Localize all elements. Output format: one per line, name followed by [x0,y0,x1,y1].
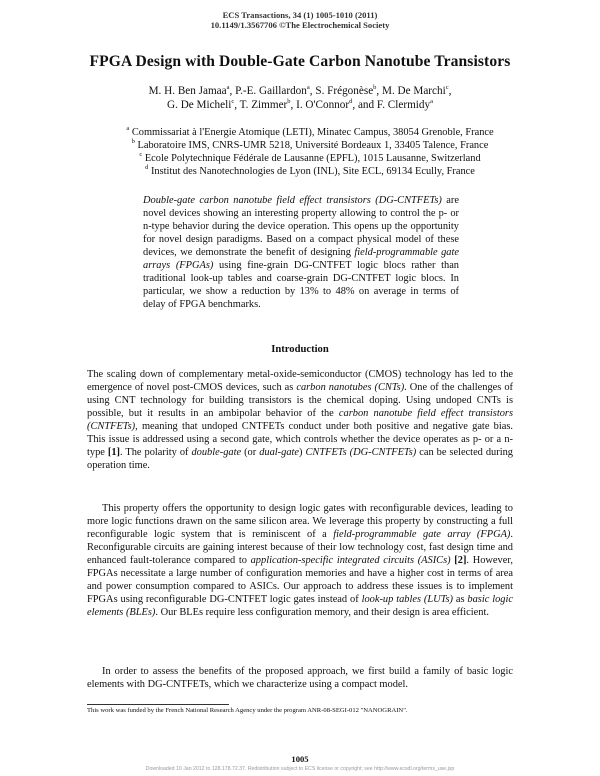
text: The scaling down of complementary metal-oxide-semiconductor (CMOS) technology has led to the emergence of novel post-CMOS devices, such as [87,369,513,394]
text: can be selected during operation time. [87,447,513,472]
author: M. De Marchi [382,85,446,97]
text: ) [299,447,306,459]
separator: , [234,99,240,111]
author: P.-E. Gaillardon [235,85,307,97]
separator: , and [352,99,377,111]
separator: , [229,85,236,97]
citation: [1] [107,447,120,459]
paper-title: FPGA Design with Double-Gate Carbon Nanotube Transistors [89,53,511,70]
footnote-rule [87,704,229,705]
author-line-2 [0,98,600,112]
abstract-term: Double-gate carbon nanotube field effect transistors (DG-CNTFETs) [143,195,442,206]
separator: , [290,99,297,111]
abstract [143,194,459,311]
author: I. O'Connor [296,99,350,111]
author-mark: c [445,84,449,92]
text: This property offers the opportunity to design logic gates with reconfigurable devices, leading to more logic functions drawn on the same silicon area. We leverage this property by constructing a full reconfigurable logic system that is reminiscent of a [87,503,513,541]
author: S. Frégonèse [315,85,374,97]
section-heading: Introduction [271,344,329,355]
affiliation-text: Ecole Polytechnique Fédérale de Lausanne (EPFL), 1015 Lausanne, Switzerland [144,153,481,164]
term: CNTFETs (DG-CNTFETs) [305,447,417,459]
author: M. H. Ben Jamaa [148,85,227,97]
term: basic logic elements (BLEs) [87,594,514,619]
journal-header: ECS Transactions, 34 (1) 1005-1010 (2011) [222,10,378,20]
page-number: 1005 [291,754,309,764]
paragraph-2 [87,502,513,619]
author: G. De Micheli [167,99,232,111]
term: double-gate [191,447,242,459]
term: dual-gate [259,447,300,459]
affiliation [120,139,500,152]
term: carbon nanotube field effect transistors (CNTFETs) [87,408,514,433]
affiliation-mark: a [126,125,130,133]
affiliation-text: Institut des Nanotechnologies de Lyon (INL), Site ECL, 69134 Ecully, France [150,166,475,177]
affiliation-mark: d [145,164,149,172]
affiliation [120,126,500,139]
separator: , [376,85,382,97]
abstract-term: field-programmable gate arrays (FPGAs) [143,247,459,271]
text: . However, FPGAs necessitate a large number of configuration memories and have a higher cost in terms of area and power consumption compared to ASICs. Our approach to address these issues is to implement FPGAs using reconfigurable DG-CNTFET logic gates instead of [87,555,513,606]
affiliation-text: Commissariat à l'Energie Atomique (LETI), Minatec Campus, 38054 Grenoble, France [131,127,494,138]
author-mark: a [306,84,310,92]
author: T. Zimmer [239,99,288,111]
author: F. Clermidy [376,99,431,111]
author-mark: d [349,98,353,106]
text: . One of the challenges of using CNT technology for building transistors is the chemical doping. Using undoped CNTs is possible, but it results in an ambipolar behavior of the [87,382,513,420]
download-notice: Downloaded 10 Jan 2012 to 128.178.72.37. Redistribution subject to ECS license or copyright; see http://www.ecsdl.org/terms_use.jsp [145,766,455,772]
paragraph-1 [87,368,513,472]
paragraph-3: In order to assess the benefits of the proposed approach, we first build a family of basic logic elements with DG-CNTFETs, which we characterize using a compact model. [87,666,513,691]
abstract-text: using fine-grain DG-CNTFET logic blocs rather than traditional look-up tables and coarse-grain DG-CNTFET logic blocs. In particular, we show a reduction by 13% to 48% on average in terms of delay of FPGA benchmarks. [143,260,459,310]
affiliation [120,152,500,165]
author-mark: b [287,98,291,106]
affiliation-text: Laboratoire IMS, CNRS-UMR 5218, Université Bordeaux 1, 33405 Talence, France [137,140,489,151]
affiliation [120,165,500,178]
text: . Reconfigurable circuits are gaining interest because of their low technology cost, fast design time and enhanced fault-tolerance compared to [87,529,513,567]
author-mark: b [373,84,377,92]
author-mark: a [226,84,230,92]
author-mark: a [430,98,433,106]
text: (or [241,447,260,459]
citation: [2] [454,555,467,567]
affiliation-mark: c [139,151,143,159]
author-mark: c [231,98,235,106]
term: carbon nanotubes (CNTs) [296,382,405,394]
term: field-programmable gate array (FPGA) [333,529,511,541]
term: application-specific integrated circuits (ASICs) [250,555,451,567]
affiliation-mark: b [131,138,135,146]
text: , meaning that undoped CNTFETs conduct under both positive and negative gate bias. This issue is addressed using a second gate, which controls whether the device operates as p- or a n-type [87,421,513,459]
author-line-1: M. H. Ben Jamaa$^a$, P.-E. Gaillardon$^a$, S. Frégonèse$^b$, M. De Marchi$^c$, [148,84,452,97]
doi-header: 10.1149/1.3567706 ©The Electrochemical Society [210,20,390,30]
abstract-text: are novel devices showing an interesting property allowing to control the p- or n-type behavior during the device operation. This opens up the opportunity for novel design paradigms. Based on a compact physical model of these devices, we demonstrate the benefit of designing [143,195,459,258]
separator: , [309,85,316,97]
text: as [452,594,468,606]
term: look-up tables (LUTs) [361,594,453,606]
text: . Our BLEs require less configuration memory, and their design is area efficient. [155,607,489,619]
text: . The polarity of [120,447,192,459]
footnote: This work was funded by the French National Research Agency under the program ANR-08-SEGI-012 "NANOGRAIN". [87,707,408,714]
